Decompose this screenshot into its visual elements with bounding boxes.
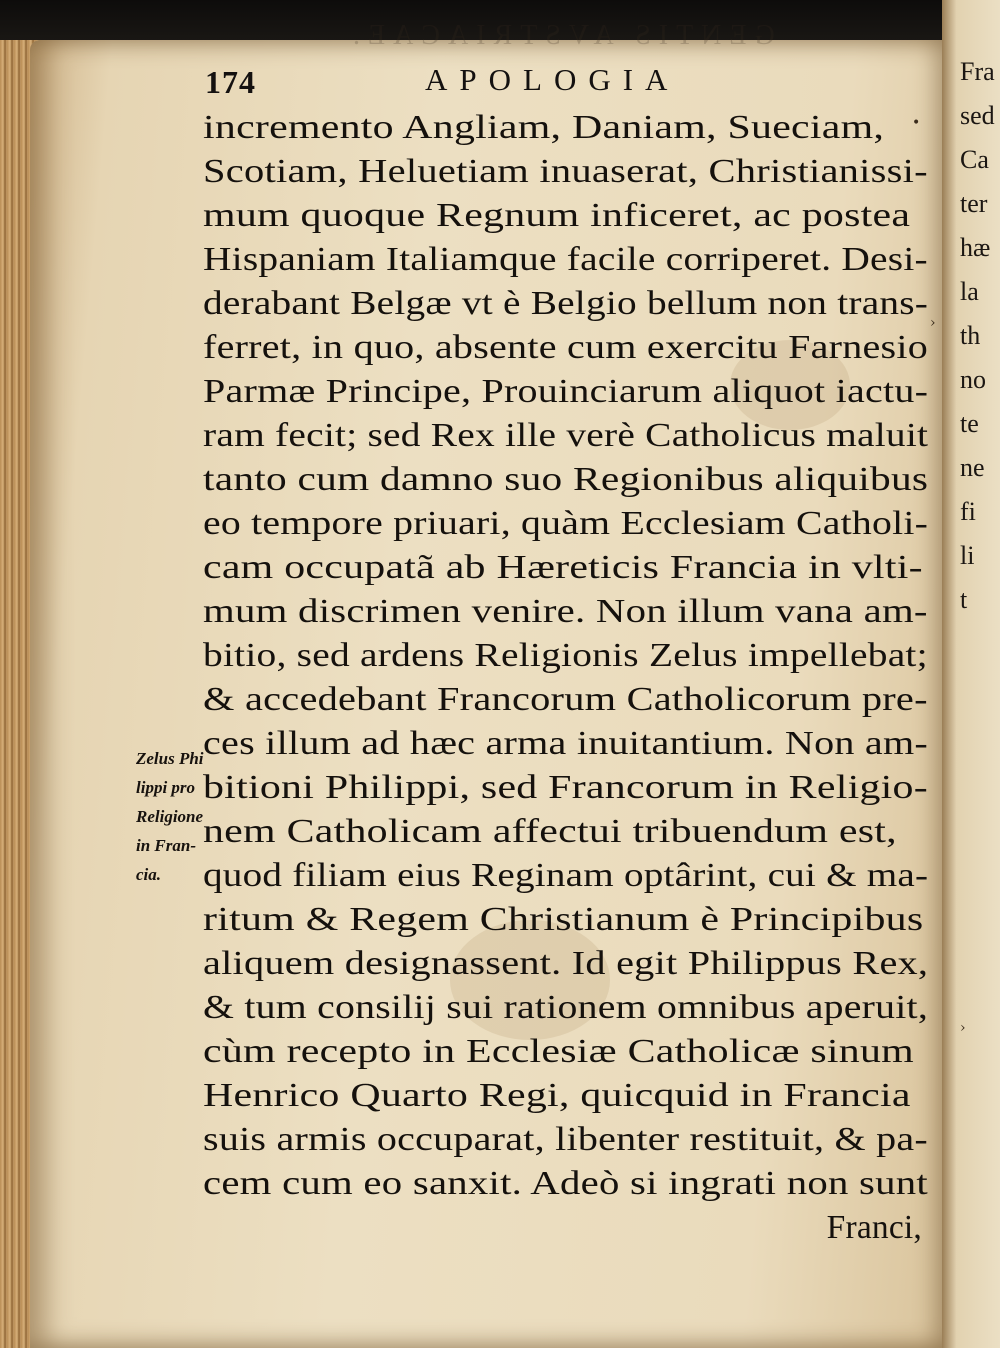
text-line: suis armis occuparat, libenter restituit, & pa- xyxy=(203,1121,928,1158)
facing-page-fragment: t xyxy=(960,585,968,614)
marginal-note-line: in Fran- xyxy=(136,836,196,855)
text-line: mum discrimen venire. Non illum vana am- xyxy=(203,593,928,630)
facing-page-fragment xyxy=(960,710,995,754)
text-line: incremento Angliam, Daniam, Sueciam, xyxy=(203,109,885,146)
ink-mark: › xyxy=(930,315,936,331)
ink-mark: › xyxy=(960,1020,966,1036)
catchword: Franci, xyxy=(826,1209,922,1246)
text-line: & tum consilij sui rationem omnibus aperuit, xyxy=(203,989,929,1026)
bleed-through-margin xyxy=(150,170,210,190)
facing-page xyxy=(942,0,1000,1348)
page-number: 174 xyxy=(205,64,256,100)
text-line: cam occupatã ab Hæreticis Francia in vlti- xyxy=(203,549,923,586)
text-line: Parmæ Principe, Prouinciarum aliquot iactu- xyxy=(203,373,929,410)
text-line: derabant Belgæ vt è Belgio bellum non trans- xyxy=(203,285,929,322)
text-line: quod filiam eius Reginam optârint, cui & ma- xyxy=(203,857,929,894)
facing-page-fragment: ter xyxy=(960,189,988,218)
text-line: Hispaniam Italiamque facile corriperet. Desi- xyxy=(203,241,928,278)
facing-page-fragment: fi xyxy=(960,497,976,526)
text-line: & accedebant Francorum Catholicorum pre- xyxy=(203,681,928,718)
facing-page-fragment xyxy=(960,666,995,710)
facing-page-fragment: th xyxy=(960,321,981,350)
marginal-note-line: cia. xyxy=(136,865,162,884)
body-text xyxy=(203,106,928,1250)
facing-page-fragment: no xyxy=(960,365,986,394)
text-line: bitioni Philippi, sed Francorum in Religio- xyxy=(203,769,928,806)
facing-page-text xyxy=(960,50,995,798)
text-line: eo tempore priuari, quàm Ecclesiam Catholi- xyxy=(203,505,929,542)
text-line: aliquem designassent. Id egit Philippus Rex, xyxy=(203,945,929,982)
facing-page-fragment: te xyxy=(960,409,979,438)
facing-page-fragment: Fra xyxy=(960,57,995,86)
facing-page-fragment: ne xyxy=(960,453,985,482)
marginal-note-line: Zelus Phi xyxy=(136,749,204,768)
text-line: ritum & Regem Christianum è Principibus xyxy=(203,901,924,938)
marginal-note-line: Religione xyxy=(136,807,204,826)
facing-page-fragment: sed xyxy=(960,101,995,130)
running-head-title: APOLOGIA xyxy=(425,62,680,97)
text-line: ces illum ad hæc arma inuitantium. Non am- xyxy=(203,725,929,762)
text-line: Scotiam, Heluetiam inuaserat, Christianissi- xyxy=(203,153,928,190)
text-line: nem Catholicam affectui tribuendum est, xyxy=(203,813,897,850)
facing-page-fragment xyxy=(960,622,995,666)
facing-page-fragment: Ca xyxy=(960,145,989,174)
text-line: bitio, sed ardens Religionis Zelus impellebat; xyxy=(203,637,928,674)
facing-page-fragment: la xyxy=(960,277,979,306)
text-line: ferret, in quo, absente cum exercitu Farnesio xyxy=(203,329,929,366)
facing-page-fragment: li xyxy=(960,541,975,570)
facing-page-fragment: hæ xyxy=(960,233,991,262)
bleed-through-head: GENTIS AVSTRIACAE. xyxy=(345,20,775,51)
ink-mark: • xyxy=(912,115,921,131)
facing-page-fragment xyxy=(960,754,995,798)
text-line: cùm recepto in Ecclesiæ Catholicæ sinum xyxy=(203,1033,914,1070)
marginal-note-line: lippi pro xyxy=(136,778,196,797)
text-line: Henrico Quarto Regi, quicquid in Francia xyxy=(203,1077,911,1114)
text-line: cem cum eo sanxit. Adeò si ingrati non sunt xyxy=(203,1165,928,1202)
text-line: tanto cum damno suo Regionibus aliquibus xyxy=(203,461,929,498)
text-line: ram fecit; sed Rex ille verè Catholicus maluit xyxy=(203,417,929,454)
text-line: mum quoque Regnum inficeret, ac postea xyxy=(203,197,911,234)
marginal-note xyxy=(136,744,231,889)
running-head xyxy=(205,20,885,104)
